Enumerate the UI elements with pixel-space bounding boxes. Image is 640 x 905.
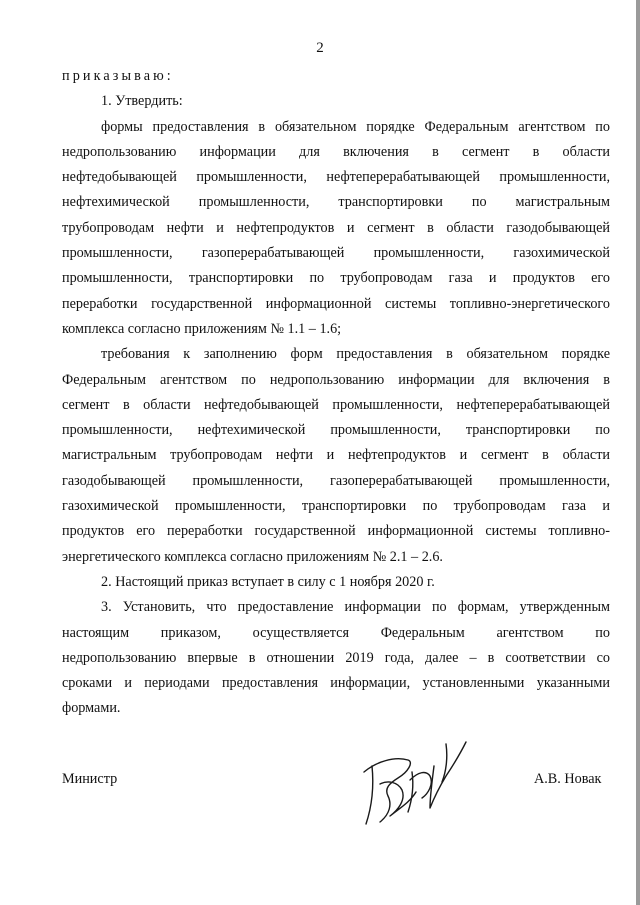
signatory-title: Министр bbox=[62, 771, 118, 787]
page-number: 2 bbox=[316, 40, 324, 56]
paragraph-line: недропользованию впервые в отношении 2019 года, далее – в соответствии со bbox=[62, 649, 610, 666]
item-2: 2. Настоящий приказ вступает в силу с 1 ноября 2020 г. bbox=[101, 573, 435, 590]
item-1-heading: 1. Утвердить: bbox=[101, 93, 183, 110]
paragraph-line: недропользованию информации для включения в сегмент в области bbox=[62, 143, 610, 160]
paragraph-line: настоящим приказом, осуществляется Федеральным агентством по bbox=[62, 624, 610, 641]
handwritten-signature bbox=[350, 736, 475, 828]
paragraph-line: магистральным трубопроводам нефти и нефтепродуктов и сегмент в области bbox=[62, 447, 610, 464]
paragraph-line: газодобывающей промышленности, газоперерабатывающей промышленности, bbox=[62, 472, 610, 489]
paragraph-line: промышленности, нефтехимической промышленности, транспортировки по bbox=[62, 422, 610, 439]
order-word: приказываю: bbox=[62, 68, 174, 84]
paragraph-line: газохимической промышленности, транспортировки по трубопроводам газа и bbox=[62, 498, 610, 515]
paragraph-line: нефтедобывающей промышленности, нефтеперерабатывающей промышленности, bbox=[62, 169, 610, 186]
signatory-name: А.В. Новак bbox=[534, 771, 602, 787]
paragraph-line: сегмент в области нефтедобывающей промышленности, нефтеперерабатывающей bbox=[62, 396, 610, 413]
paragraph-line: нефтехимической промышленности, транспортировки по магистральным bbox=[62, 194, 610, 211]
paragraph-line: требования к заполнению форм предоставления в обязательном порядке bbox=[101, 346, 610, 363]
paragraph-line: комплекса согласно приложениям № 1.1 – 1.6; bbox=[62, 320, 342, 337]
scan-edge bbox=[636, 0, 640, 905]
paragraph-line: переработки государственной информационной системы топливно-энергетического bbox=[62, 295, 610, 312]
paragraph-line: трубопроводам нефти и нефтепродуктов и сегмент в области газодобывающей bbox=[62, 219, 610, 236]
paragraph-line: энергетического комплекса согласно приложениям № 2.1 – 2.6. bbox=[62, 548, 443, 565]
paragraph-line: продуктов его переработки государственной информационной системы топливно- bbox=[62, 523, 610, 540]
paragraph-line: сроками и периодами предоставления информации, установленными указанными bbox=[62, 675, 610, 692]
paragraph-line: промышленности, газоперерабатывающей промышленности, газохимической bbox=[62, 245, 610, 262]
paragraph-line: Федеральным агентством по недропользованию информации для включения в bbox=[62, 371, 610, 388]
paragraph-line: промышленности, транспортировки по трубопроводам газа и продуктов его bbox=[62, 270, 610, 287]
paragraph-line: формы предоставления в обязательном порядке Федеральным агентством по bbox=[101, 118, 610, 135]
item-3-line: 3. Установить, что предоставление информации по формам, утвержденным bbox=[101, 599, 610, 616]
order-body bbox=[62, 64, 610, 722]
paragraph-line: формами. bbox=[62, 700, 121, 717]
